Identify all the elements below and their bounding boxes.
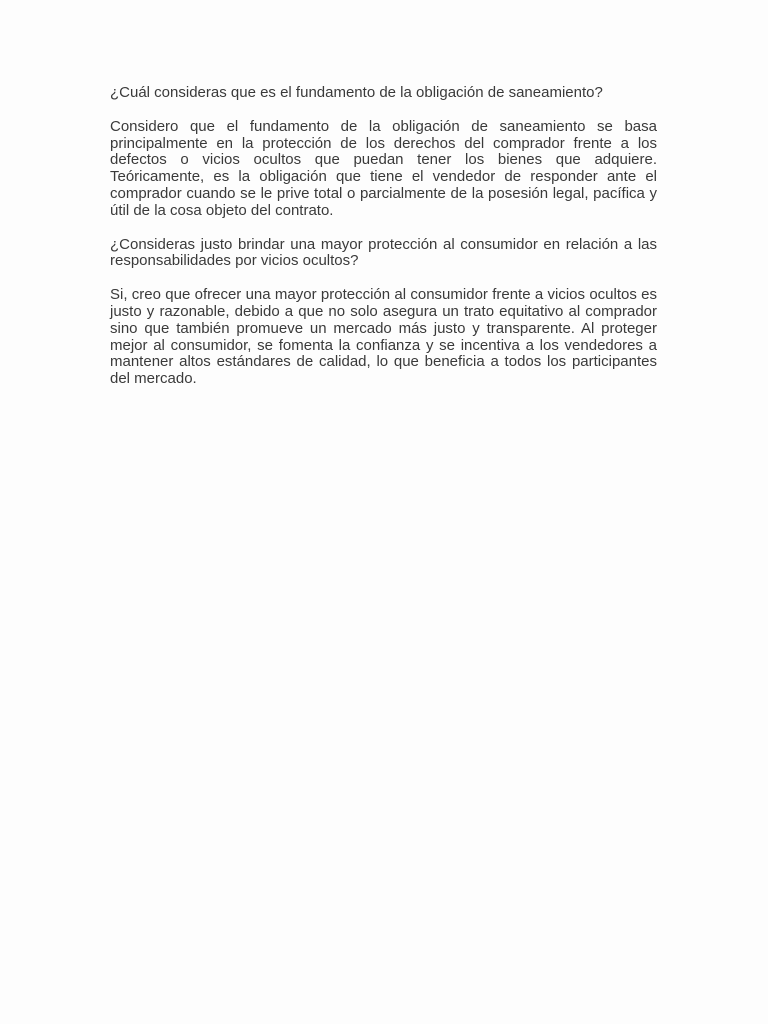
- document-page: [110, 85, 657, 405]
- question-1: ¿Cuál consideras que es el fundamento de la obligación de saneamiento?: [110, 84, 603, 101]
- answer-2: Si, creo que ofrecer una mayor protección al consumidor frente a vicios ocultos es justo y razonable, debido a que no solo asegura un trato equitativo al comprador sino que también promueve un mercado más justo y transparente. Al proteger mejor al consumidor, se fomenta la confianza y se incentiva a los vendedores a mantener altos estándares de calidad, lo que beneficia a todos los participantes del mercado.: [110, 286, 657, 388]
- question-2: ¿Consideras justo brindar una mayor protección al consumidor en relación a las responsabilidades por vicios ocultos?: [110, 235, 657, 270]
- answer-1: Considero que el fundamento de la obligación de saneamiento se basa principalmente en la protección de los derechos del comprador frente a los defectos o vicios ocultos que puedan tener los bienes que adquiere. Teóricamente, es la obligación que tiene el vendedor de responder ante el comprador cuando se le prive total o parcialmente de la posesión legal, pacífica y útil de la cosa objeto del contrato.: [110, 117, 657, 219]
